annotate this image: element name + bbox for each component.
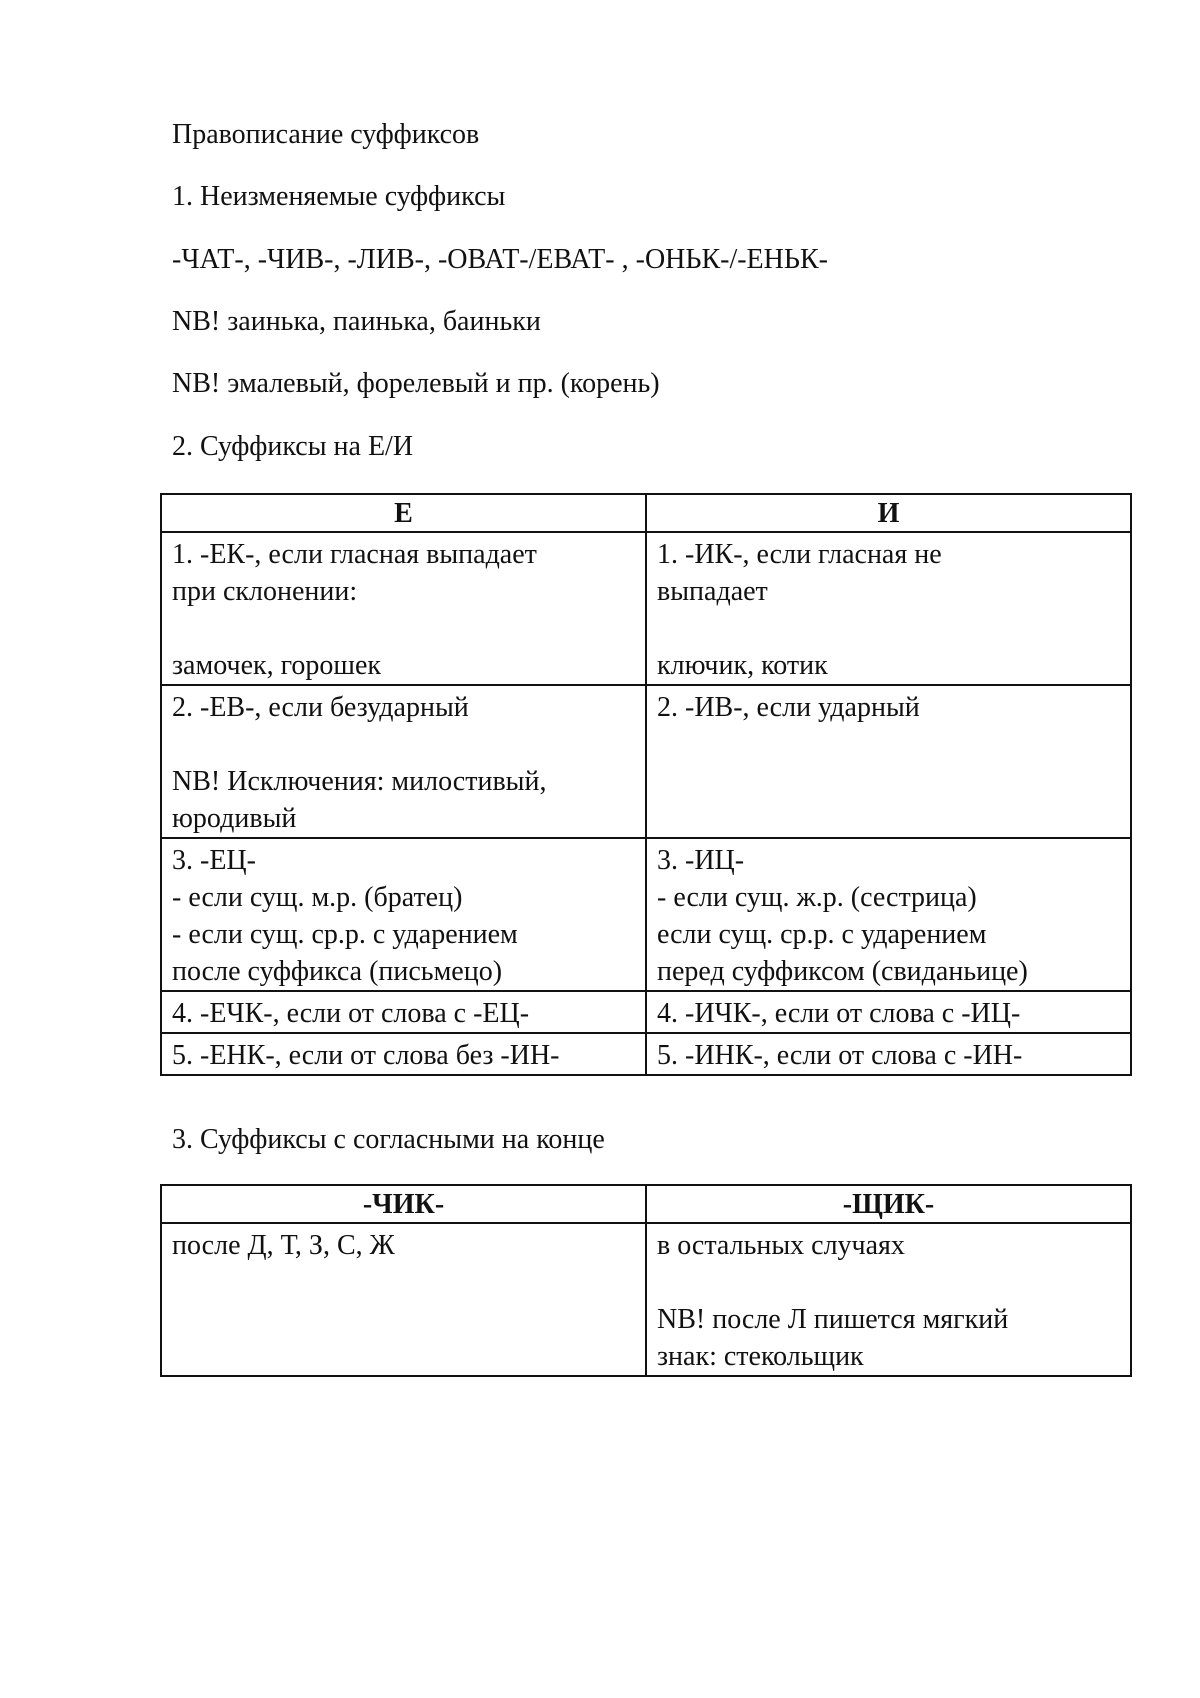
table-cell: 3. -ИЦ- - если сущ. ж.р. (сестрица) если сущ. ср.р. с ударением перед суффиксом (свиданьице) [646,838,1131,991]
consonant-suffix-table [160,1184,1132,1377]
column-header-i: И [646,494,1131,532]
table-cell: 1. -ЕК-, если гласная выпадает при склонении: замочек, горошек [161,532,646,685]
table-cell: 4. -ЕЧК-, если от слова с -ЕЦ- [161,991,646,1033]
table-cell: 5. -ИНК-, если от слова с -ИН- [646,1033,1131,1075]
section-1-note-2: NB! эмалевый, форелевый и пр. (корень) [172,368,660,399]
table-cell: 5. -ЕНК-, если от слова без -ИН- [161,1033,646,1075]
table-cell: 2. -ИВ-, если ударный [646,685,1131,838]
e-i-suffix-table [160,493,1132,1076]
section-1-note-1: NB! заинька, паинька, баиньки [172,306,541,337]
section-1-heading: 1. Неизменяемые суффиксы [172,181,506,212]
table-cell: 3. -ЕЦ- - если сущ. м.р. (братец) - если сущ. ср.р. с ударением после суффикса (письмецо) [161,838,646,991]
table-header-row [161,494,1131,532]
table-cell: 4. -ИЧК-, если от слова с -ИЦ- [646,991,1131,1033]
table-row [161,1223,1131,1376]
table-row [161,685,1131,838]
table-row [161,1033,1131,1075]
section-2-heading: 2. Суффиксы на Е/И [172,431,414,462]
table-header-row [161,1185,1131,1223]
table-row [161,991,1131,1033]
table-cell: в остальных случаях NB! после Л пишется мягкий знак: стекольщик [646,1223,1131,1376]
table-row [161,532,1131,685]
column-header-shchik: -ЩИК- [646,1185,1131,1223]
section-3-heading: 3. Суффиксы с согласными на конце [172,1124,605,1155]
unchangeable-suffixes-list: -ЧАТ-, -ЧИВ-, -ЛИВ-, -ОВАТ-/ЕВАТ- , -ОНЬК-/-ЕНЬК- [172,244,828,275]
page-title: Правописание суффиксов [172,119,480,150]
table-row [161,838,1131,991]
table-cell: после Д, Т, З, С, Ж [161,1223,646,1376]
column-header-e: Е [161,494,646,532]
table-cell: 2. -ЕВ-, если безударный NB! Исключения: милостивый, юродивый [161,685,646,838]
column-header-chik: -ЧИК- [161,1185,646,1223]
table-cell: 1. -ИК-, если гласная не выпадает ключик, котик [646,532,1131,685]
